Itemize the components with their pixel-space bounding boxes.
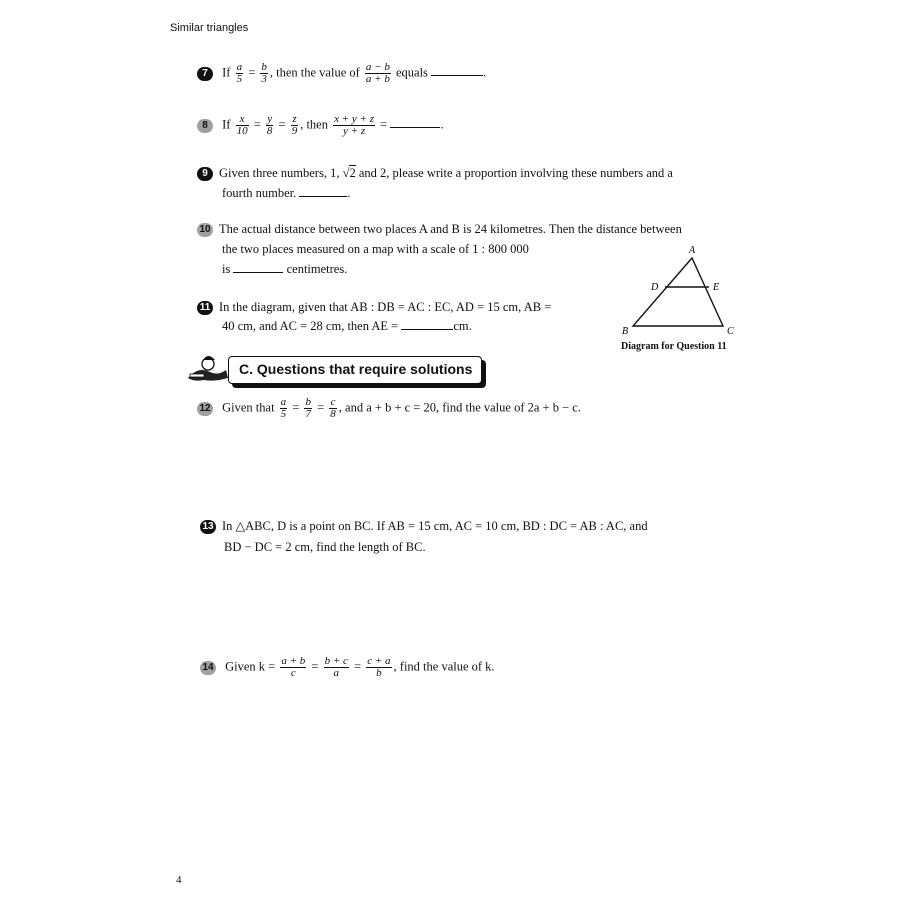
fraction-a-over-5 xyxy=(280,397,288,420)
denominator: 7 xyxy=(305,408,311,420)
fraction-3 xyxy=(366,656,391,679)
denominator: y + z xyxy=(343,125,366,137)
denominator: c xyxy=(290,667,296,679)
question-text-line2: 40 cm, and AC = 28 cm, then AE = xyxy=(222,319,399,333)
if-text: If xyxy=(222,65,231,80)
question-10-line2: the two places measured on a map with a scale of 1 : 800 000 xyxy=(222,242,529,256)
question-text-line1: In △ABC, D is a point on BC. If AB = 15 cm, AC = 10 cm, BD : DC = AB : AC, and xyxy=(222,519,648,533)
label-e: E xyxy=(713,282,720,293)
fraction-x-over-10 xyxy=(236,114,249,137)
units-text: centimetres. xyxy=(286,262,348,276)
equals-sign: = xyxy=(354,659,362,674)
sqrt-symbol: √ xyxy=(342,166,350,180)
question-number: 8 xyxy=(197,119,213,133)
running-header: Similar triangles xyxy=(170,22,249,34)
question-text-line2: fourth number. xyxy=(222,186,297,200)
question-13 xyxy=(200,516,648,536)
equals-sign: = xyxy=(248,65,256,80)
question-9 xyxy=(197,163,673,183)
equals-sign: = xyxy=(253,117,261,132)
question-number: 14 xyxy=(200,661,216,675)
question-text-line1: The actual distance between two places A and B is 24 kilometres. Then the distance between xyxy=(219,222,682,236)
answer-blank[interactable] xyxy=(390,127,440,128)
question-number: 9 xyxy=(197,167,213,181)
question-text-line1: In the diagram, given that AB : DB = AC : EC, AD = 15 cm, AB = xyxy=(219,300,552,314)
denominator: a + b xyxy=(365,73,390,85)
fraction-expression xyxy=(365,62,391,85)
fraction-z-over-9 xyxy=(291,114,299,137)
fraction-expression xyxy=(333,114,375,137)
period: . xyxy=(347,186,351,200)
then-text: , then the value of xyxy=(269,65,360,80)
denominator: 5 xyxy=(236,73,243,85)
question-number: 7 xyxy=(197,67,213,81)
then-text: , then xyxy=(300,117,328,132)
fraction-y-over-8 xyxy=(266,114,274,137)
section-title: C. Questions that require solutions xyxy=(239,361,473,377)
diagram-caption: Diagram for Question 11 xyxy=(621,341,727,352)
section-mascot-icon xyxy=(184,352,230,384)
numerator: b + c xyxy=(324,655,348,667)
question-number: 10 xyxy=(197,223,213,237)
if-text: If xyxy=(222,117,231,132)
question-10 xyxy=(197,219,682,239)
equals-sign: = xyxy=(380,117,388,132)
denominator: 10 xyxy=(236,125,248,137)
question-12 xyxy=(197,397,581,420)
denominator: 8 xyxy=(266,125,273,137)
equals-sign: = xyxy=(278,117,286,132)
denominator: a xyxy=(333,667,340,679)
fraction-2 xyxy=(324,656,349,679)
question-text-line1b: and 2, please write a proportion involving these numbers and a xyxy=(355,166,673,180)
numerator: a xyxy=(280,396,287,408)
answer-blank[interactable] xyxy=(233,272,283,273)
numerator: c + a xyxy=(367,655,391,667)
question-13-line2: BD − DC = 2 cm, find the length of BC. xyxy=(224,540,426,554)
question-number: 12 xyxy=(197,402,213,416)
numerator: y xyxy=(267,113,273,125)
numerator: c xyxy=(330,396,336,408)
numerator: z xyxy=(292,113,297,125)
section-banner xyxy=(228,356,482,384)
answer-blank[interactable] xyxy=(431,75,483,76)
question-10-line3 xyxy=(222,259,347,279)
units-text: cm. xyxy=(453,319,472,333)
given-text: Given that xyxy=(222,400,275,415)
denominator: 8 xyxy=(330,408,336,420)
denominator: 3 xyxy=(261,73,267,85)
equals-sign: = xyxy=(292,400,300,415)
fraction-b-over-3 xyxy=(260,62,268,85)
label-b: B xyxy=(622,326,629,337)
denominator: 9 xyxy=(291,125,298,137)
equals-sign: = xyxy=(317,400,325,415)
question-9-line2 xyxy=(222,183,351,203)
numerator: a − b xyxy=(365,61,390,73)
numerator: b xyxy=(261,61,267,73)
question-7 xyxy=(197,62,486,85)
question-11 xyxy=(197,297,551,317)
denominator: b xyxy=(376,667,382,679)
triangle-abc xyxy=(633,258,723,326)
question-number: 11 xyxy=(197,301,213,315)
period: . xyxy=(483,65,487,80)
question-number: 13 xyxy=(200,520,216,534)
question-text-line1a: Given three numbers, 1, xyxy=(219,166,343,180)
sqrt-argument: 2 xyxy=(349,166,356,180)
question-14 xyxy=(200,656,495,679)
fraction-a-over-5 xyxy=(236,62,244,85)
period: . xyxy=(440,117,444,132)
question-text: , find the value of k. xyxy=(393,659,495,674)
equals-sign: = xyxy=(311,659,319,674)
answer-blank[interactable] xyxy=(299,196,347,197)
numerator: x xyxy=(236,114,249,126)
numerator: a + b xyxy=(281,655,306,667)
fraction-b-over-7 xyxy=(304,397,312,420)
given-text: Given k = xyxy=(225,659,276,674)
denominator: 5 xyxy=(280,408,287,420)
fraction-1 xyxy=(280,656,306,679)
numerator: b xyxy=(305,396,311,408)
question-text: , and a + b + c = 20, find the value of 2a + b − c. xyxy=(338,400,581,415)
question-11-line2 xyxy=(222,316,472,336)
question-8 xyxy=(197,114,443,137)
fraction-c-over-8 xyxy=(329,397,337,420)
numerator: a xyxy=(236,61,243,73)
page-number: 4 xyxy=(176,874,182,886)
is-text: is xyxy=(222,262,231,276)
answer-blank[interactable] xyxy=(401,329,453,330)
numerator: x + y + z xyxy=(334,113,375,125)
label-d: D xyxy=(651,282,659,293)
triangle-diagram xyxy=(615,244,755,344)
label-a: A xyxy=(689,245,696,256)
label-c: C xyxy=(727,326,734,337)
equals-text: equals xyxy=(395,65,428,80)
